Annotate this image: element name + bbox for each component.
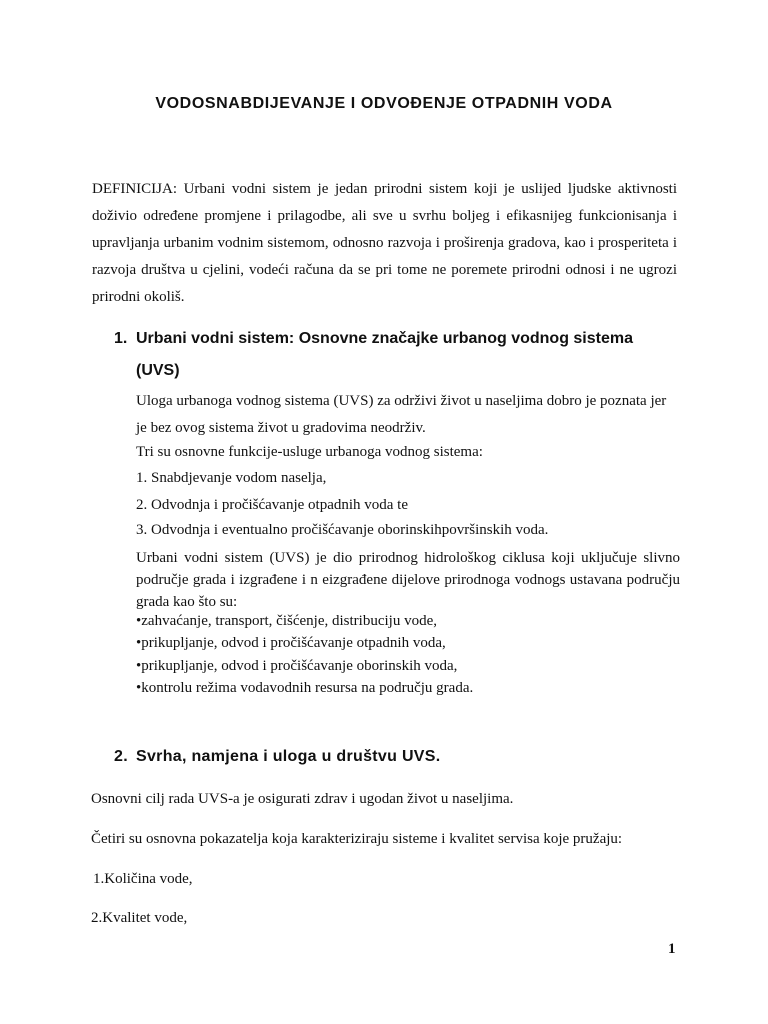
section-1-paragraph-2: Tri su osnovne funkcije-usluge urbanoga vodnog sistema:: [136, 444, 483, 460]
section-1-number: 1.: [114, 330, 128, 347]
function-list-item: 1. Snabdjevanje vodom naselja,: [136, 470, 327, 486]
bullet-list-item: •prikupljanje, odvod i pročišćavanje otpadnih voda,: [136, 635, 446, 651]
section-1-paragraph-3: Urbani vodni sistem (UVS) je dio prirodnog hidrološkog ciklusa koji uključuje slivno područje grada i izgrađene i n eizgrađene dijelove prirodnoga vodnogs ustavana području grada kao što su:: [136, 550, 680, 610]
section-2-paragraph-2: Četiri su osnovna pokazatelja koja karakteriziraju sisteme i kvalitet servisa koje pružaju:: [91, 831, 623, 847]
section-1-heading: [114, 323, 679, 387]
indicator-list-item: 1.Količina vode,: [93, 871, 193, 887]
function-list-item: 3. Odvodnja i eventualno pročišćavanje oborinskihpovršinskih voda.: [136, 522, 549, 538]
section-1-paragraph-1: Uloga urbanoga vodnog sistema (UVS) za održivi život u naseljima dobro je poznata jer je bez ovog sistema život u gradovima neodrživ.: [136, 393, 667, 436]
section-2-paragraph-1: Osnovni cilj rada UVS-a je osigurati zdrav i ugodan život u naseljima.: [91, 791, 514, 807]
section-2-number: 2.: [114, 748, 128, 765]
section-1-heading-text: Urbani vodni sistem: Osnovne značajke urbanog vodnog sistema (UVS): [136, 330, 633, 379]
bullet-list-item: •kontrolu režima vodavodnih resursa na području grada.: [136, 680, 474, 696]
bullet-list-item: •prikupljanje, odvod i pročišćavanje oborinskih voda,: [136, 658, 458, 674]
definition-paragraph: DEFINICIJA: Urbani vodni sistem je jedan prirodni sistem koji je uslijed ljudske aktivnosti doživio određene promjene i prilagodbe, ali sve u svrhu boljeg i efikasnijeg funkcionisanja i upravljanja urbanim vodnim sistemom, odnosno razvoja i proširenja gradova, kao i prosperiteta i razvoja društva u cjelini, vodeći računa da se pri tome ne poremete prirodni odnosi i ne ugrozi prirodni okoliš.: [92, 181, 677, 305]
bullet-list-item: •zahvaćanje, transport, čišćenje, distribuciju vode,: [136, 613, 437, 629]
function-list-item: 2. Odvodnja i pročišćavanje otpadnih voda te: [136, 497, 409, 513]
document-title: VODOSNABDIJEVANJE I ODVOĐENJE OTPADNIH VODA: [155, 95, 613, 112]
section-2-heading: [114, 746, 679, 768]
indicator-list-item: 2.Kvalitet vode,: [91, 910, 188, 926]
section-2-heading-text: Svrha, namjena i uloga u društvu UVS.: [136, 748, 441, 765]
page-number: 1: [668, 941, 676, 957]
